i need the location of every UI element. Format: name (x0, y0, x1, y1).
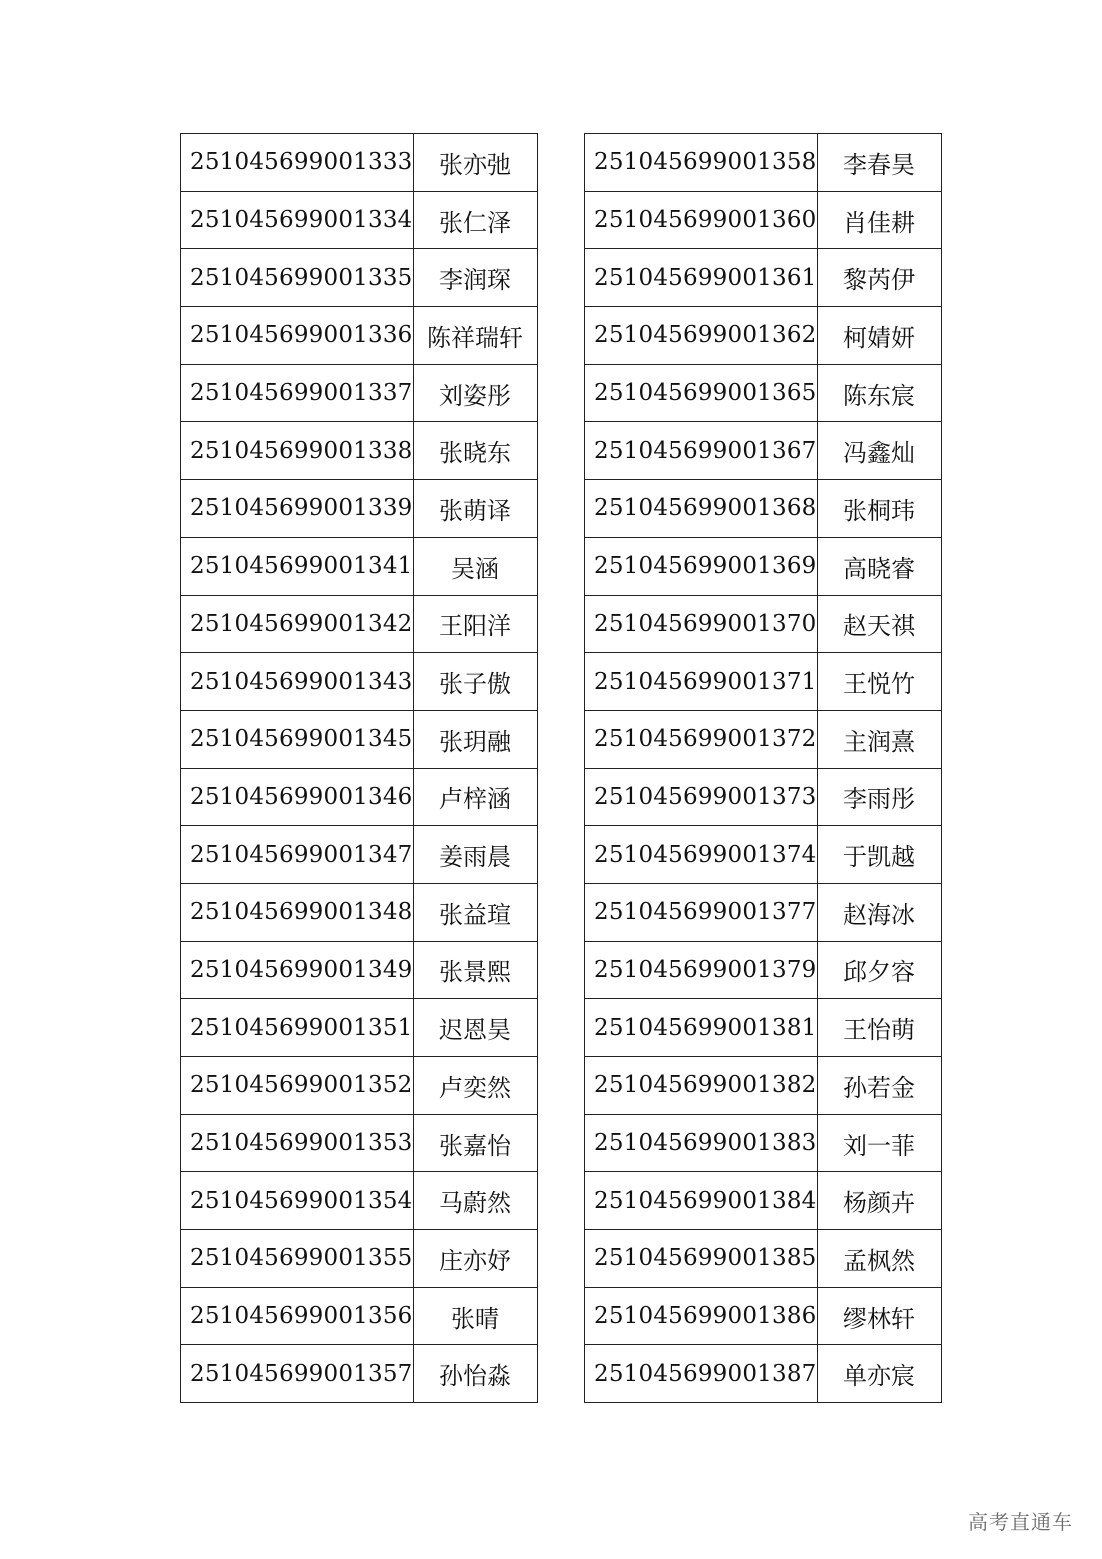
table-row (585, 249, 942, 307)
candidate-id-cell: 251045699001349 (181, 941, 414, 999)
table-row (585, 1287, 942, 1345)
candidate-id-cell: 251045699001351 (181, 999, 414, 1057)
table-row (181, 134, 538, 192)
candidate-id-cell: 251045699001357 (181, 1345, 414, 1403)
candidate-name-cell: 张益瑄 (413, 883, 537, 941)
candidate-name-cell: 邱夕容 (817, 941, 941, 999)
candidate-name-cell: 于凯越 (817, 826, 941, 884)
table-row (585, 883, 942, 941)
candidate-name-cell: 主润熹 (817, 710, 941, 768)
table-row (181, 1057, 538, 1115)
table-row (181, 422, 538, 480)
roster-table-left (180, 133, 538, 1403)
candidate-id-cell: 251045699001334 (181, 191, 414, 249)
table-row (585, 653, 942, 711)
candidate-name-cell: 孙若金 (817, 1057, 941, 1115)
table-row (181, 191, 538, 249)
candidate-name-cell: 马蔚然 (413, 1172, 537, 1230)
candidate-id-cell: 251045699001338 (181, 422, 414, 480)
candidate-name-cell: 陈祥瑞轩 (413, 307, 537, 365)
candidate-name-cell: 张晴 (413, 1287, 537, 1345)
candidate-id-cell: 251045699001341 (181, 537, 414, 595)
table-row (181, 1114, 538, 1172)
candidate-id-cell: 251045699001337 (181, 364, 414, 422)
candidate-id-cell: 251045699001354 (181, 1172, 414, 1230)
candidate-name-cell: 肖佳耕 (817, 191, 941, 249)
candidate-id-cell: 251045699001368 (585, 480, 818, 538)
candidate-name-cell: 黎芮伊 (817, 249, 941, 307)
candidate-id-cell: 251045699001370 (585, 595, 818, 653)
candidate-name-cell: 缪林轩 (817, 1287, 941, 1345)
candidate-name-cell: 杨颜卉 (817, 1172, 941, 1230)
table-row (585, 595, 942, 653)
candidate-name-cell: 刘姿彤 (413, 364, 537, 422)
table-row (181, 595, 538, 653)
candidate-id-cell: 251045699001336 (181, 307, 414, 365)
table-row (585, 999, 942, 1057)
table-row (585, 307, 942, 365)
candidate-id-cell: 251045699001367 (585, 422, 818, 480)
roster-table-right-body (585, 134, 942, 1403)
table-row (181, 480, 538, 538)
candidate-id-cell: 251045699001345 (181, 710, 414, 768)
candidate-name-cell: 李雨彤 (817, 768, 941, 826)
candidate-name-cell: 张萌译 (413, 480, 537, 538)
candidate-id-cell: 251045699001379 (585, 941, 818, 999)
candidate-id-cell: 251045699001333 (181, 134, 414, 192)
candidate-id-cell: 251045699001383 (585, 1114, 818, 1172)
table-row (181, 710, 538, 768)
candidate-name-cell: 张玥融 (413, 710, 537, 768)
candidate-id-cell: 251045699001384 (585, 1172, 818, 1230)
table-row (181, 1230, 538, 1288)
candidate-id-cell: 251045699001382 (585, 1057, 818, 1115)
candidate-id-cell: 251045699001385 (585, 1230, 818, 1288)
candidate-name-cell: 李春昊 (817, 134, 941, 192)
table-row (181, 364, 538, 422)
table-row (181, 883, 538, 941)
table-row (585, 364, 942, 422)
candidate-id-cell: 251045699001343 (181, 653, 414, 711)
candidate-id-cell: 251045699001386 (585, 1287, 818, 1345)
candidate-name-cell: 张嘉怡 (413, 1114, 537, 1172)
candidate-name-cell: 张亦弛 (413, 134, 537, 192)
table-row (585, 710, 942, 768)
table-row (585, 768, 942, 826)
candidate-id-cell: 251045699001374 (585, 826, 818, 884)
candidate-name-cell: 张仁泽 (413, 191, 537, 249)
candidate-name-cell: 卢梓涵 (413, 768, 537, 826)
candidate-name-cell: 张桐玮 (817, 480, 941, 538)
candidate-name-cell: 吴涵 (413, 537, 537, 595)
table-row (181, 249, 538, 307)
candidate-id-cell: 251045699001361 (585, 249, 818, 307)
table-row (585, 1057, 942, 1115)
table-row (585, 1172, 942, 1230)
candidate-name-cell: 柯婧妍 (817, 307, 941, 365)
table-row (585, 1114, 942, 1172)
candidate-id-cell: 251045699001352 (181, 1057, 414, 1115)
candidate-name-cell: 高晓睿 (817, 537, 941, 595)
candidate-id-cell: 251045699001356 (181, 1287, 414, 1345)
candidate-name-cell: 刘一菲 (817, 1114, 941, 1172)
candidate-name-cell: 王阳洋 (413, 595, 537, 653)
watermark-text: 高考直通车 (968, 1510, 1073, 1534)
candidate-id-cell: 251045699001369 (585, 537, 818, 595)
table-row (585, 1345, 942, 1403)
candidate-name-cell: 卢奕然 (413, 1057, 537, 1115)
table-row (585, 422, 942, 480)
table-row (181, 941, 538, 999)
candidate-id-cell: 251045699001373 (585, 768, 818, 826)
table-row (181, 999, 538, 1057)
candidate-id-cell: 251045699001371 (585, 653, 818, 711)
table-row (585, 480, 942, 538)
candidate-name-cell: 王怡萌 (817, 999, 941, 1057)
candidate-name-cell: 张晓东 (413, 422, 537, 480)
candidate-name-cell: 王悦竹 (817, 653, 941, 711)
roster-table-right (584, 133, 942, 1403)
candidate-name-cell: 陈东宸 (817, 364, 941, 422)
candidate-name-cell: 李润琛 (413, 249, 537, 307)
candidate-name-cell: 赵海冰 (817, 883, 941, 941)
candidate-id-cell: 251045699001346 (181, 768, 414, 826)
candidate-id-cell: 251045699001377 (585, 883, 818, 941)
table-row (181, 1287, 538, 1345)
candidate-name-cell: 张子傲 (413, 653, 537, 711)
table-row (181, 307, 538, 365)
candidate-id-cell: 251045699001347 (181, 826, 414, 884)
table-row (181, 768, 538, 826)
table-row (181, 826, 538, 884)
table-row (585, 826, 942, 884)
candidate-name-cell: 姜雨晨 (413, 826, 537, 884)
candidate-id-cell: 251045699001342 (181, 595, 414, 653)
table-row (585, 191, 942, 249)
table-row (585, 941, 942, 999)
candidate-name-cell: 赵天祺 (817, 595, 941, 653)
candidate-name-cell: 张景熙 (413, 941, 537, 999)
candidate-name-cell: 迟恩昊 (413, 999, 537, 1057)
candidate-id-cell: 251045699001358 (585, 134, 818, 192)
candidate-id-cell: 251045699001372 (585, 710, 818, 768)
candidate-name-cell: 庄亦妤 (413, 1230, 537, 1288)
candidate-name-cell: 孟枫然 (817, 1230, 941, 1288)
table-row (585, 537, 942, 595)
table-row (181, 1172, 538, 1230)
candidate-id-cell: 251045699001360 (585, 191, 818, 249)
candidate-id-cell: 251045699001387 (585, 1345, 818, 1403)
candidate-name-cell: 冯鑫灿 (817, 422, 941, 480)
candidate-name-cell: 孙怡淼 (413, 1345, 537, 1403)
table-row (181, 1345, 538, 1403)
table-row (181, 537, 538, 595)
roster-table-left-body (181, 134, 538, 1403)
candidate-id-cell: 251045699001353 (181, 1114, 414, 1172)
table-row (585, 1230, 942, 1288)
candidate-id-cell: 251045699001365 (585, 364, 818, 422)
candidate-id-cell: 251045699001355 (181, 1230, 414, 1288)
candidate-id-cell: 251045699001362 (585, 307, 818, 365)
table-row (585, 134, 942, 192)
table-row (181, 653, 538, 711)
candidate-id-cell: 251045699001348 (181, 883, 414, 941)
candidate-id-cell: 251045699001335 (181, 249, 414, 307)
candidate-id-cell: 251045699001339 (181, 480, 414, 538)
candidate-id-cell: 251045699001381 (585, 999, 818, 1057)
candidate-name-cell: 单亦宸 (817, 1345, 941, 1403)
